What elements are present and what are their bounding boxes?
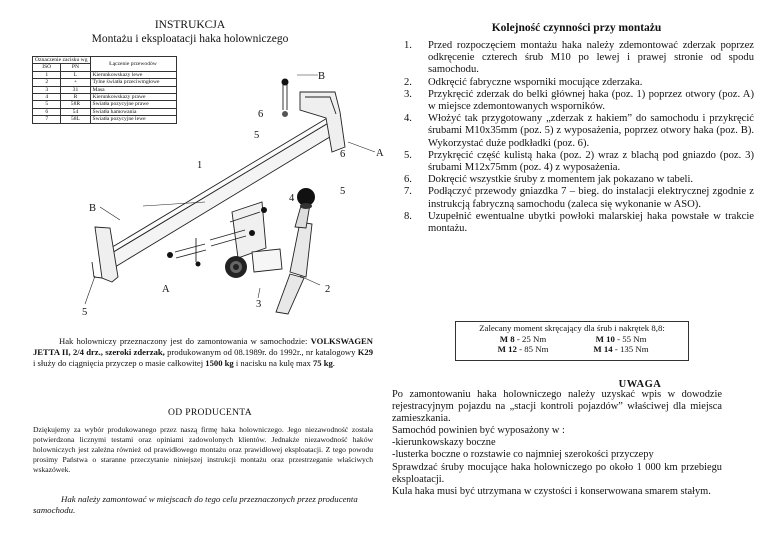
- label-5a: 5: [254, 130, 260, 141]
- pin-table: [32, 56, 177, 124]
- step-number: 8.: [404, 210, 412, 222]
- warning-line: Po zamontowaniu haka holowniczego należy uzyskać wpis w dowodzie rejestracyjnym pojazdu na „stacji kontroli pojazdów” właściwej dla miejsca zamieszkania.: [392, 389, 722, 425]
- label-b-left: B: [89, 203, 97, 214]
- vehicle-text-mid2: i służy do ciągnięcia przyczep o masie całkowitej: [33, 358, 206, 369]
- step-item: [404, 186, 754, 210]
- label-a-right: A: [376, 148, 384, 159]
- vehicle-model: VOLKSWAGEN JETTA II, 2/4 drz., szeroki zderzak,: [33, 336, 373, 358]
- torque-m10: M 10 - 55 Nm: [595, 333, 647, 344]
- title-line-1: INSTRUKCJA: [154, 19, 226, 31]
- pin-iso: 3: [33, 86, 61, 93]
- torque-heading: Zalecany moment skręcający dla śrub i nakrętek 8,8:: [479, 323, 665, 333]
- torque-table: [455, 321, 689, 361]
- label-5c: 5: [82, 307, 88, 318]
- step-text: Przed rozpoczęciem montażu haka należy zdemontować zderzak poprzez odkręcenie czterech śrub M10 po lewej i prawej stronie od spodu samochodu.: [428, 40, 754, 76]
- step-number: 7.: [404, 186, 412, 198]
- pin-iso: 5: [33, 101, 61, 108]
- step-item: [404, 150, 754, 174]
- step-text: Włożyć tak przygotowany „zderzak z hakiem” do samochodu i przykręcić śrubami M10x35mm (poz. 5) z wyposażenia, poprzez otwory haka (poz. B). Wykorzystać duże podkładki (poz. 6).: [428, 113, 754, 149]
- torque-m8: M 8 - 25 Nm: [499, 333, 547, 344]
- torque-m12: M 12 - 85 Nm: [497, 344, 549, 354]
- label-a-left: A: [162, 284, 170, 295]
- producer-text: Dziękujemy za wybór produkowanego przez naszą firmę haka holowniczego. Jego niezawodność została potwierdzona licznymi testami oraz opiniami zadowolonych klientów. Jednakże niezawodność haków holowniczych jest zależna również od prawidłowego montażu oraz prawidłowej eksploatacji. Z tego powodu prosimy Państwa o staranne przeczytanie niniejszej instrukcji montażu oraz przestrzeganie właściwych wskazówek.: [33, 425, 373, 474]
- pin-row: [33, 86, 177, 93]
- pin-desc: Masa: [90, 86, 176, 93]
- pin-desc: Światła hamowania: [90, 108, 176, 115]
- pin-header-oznaczenie: Oznaczenie zacisku wg: [33, 57, 91, 64]
- step-number: 4.: [404, 113, 412, 125]
- pin-iso: 6: [33, 108, 61, 115]
- assembly-title: Kolejność czynności przy montażu: [491, 22, 662, 34]
- label-6b: 6: [340, 149, 346, 160]
- step-item: [404, 89, 754, 113]
- producer-note-text: Hak należy zamontować w miejscach do tego celu przeznaczonych przez producenta samochodu.: [33, 494, 358, 515]
- pin-row: [33, 94, 177, 101]
- step-number: 2.: [404, 76, 412, 88]
- catalog-number: K29: [357, 347, 373, 358]
- torque-m14: M 14 - 135 Nm: [593, 344, 649, 354]
- pin-iso: 2: [33, 79, 61, 86]
- step-text: Podłączyć przewody gniazdka 7 – bieg. do instalacji elektrycznej zgodnie z instrukcją fabryczną samochodu (zaleca się wykonanie w ASO).: [428, 186, 754, 210]
- pin-row: [33, 116, 177, 123]
- step-text: Dokręcić wszystkie śruby z momentem jak pokazano w tabeli.: [428, 174, 694, 186]
- step-item: [404, 211, 754, 235]
- pin-header-iso: ISO: [33, 64, 61, 71]
- pin-desc: Światła pozycyjne lewe: [90, 116, 176, 123]
- label-6a: 6: [258, 109, 264, 120]
- pin-desc: Tylne światła przeciwmgłowe: [90, 79, 176, 86]
- title-line-2: Montażu i eksploatacji haka holowniczego: [91, 33, 289, 45]
- label-b-top: B: [318, 71, 326, 82]
- step-number: 3.: [404, 88, 412, 100]
- pin-header-pn: PN: [61, 64, 90, 71]
- step-text: Uzupełnić ewentualne ubytki powłoki malarskiej haka powstałe w trakcie montażu.: [428, 210, 754, 235]
- vehicle-intro: Hak holowniczy przeznaczony jest do zamontowania w samochodzie:: [59, 336, 311, 346]
- max-mass: 1500 kg: [205, 358, 234, 369]
- label-2: 2: [325, 284, 331, 295]
- producer-title: OD PRODUCENTA: [168, 407, 252, 418]
- pin-pn: L: [61, 71, 90, 78]
- warning-title: UWAGA: [618, 379, 662, 390]
- warning-text: [392, 389, 722, 498]
- producer-note: [33, 494, 373, 516]
- left-bracket: [95, 227, 118, 282]
- step-text: Przykręcić część kulistą haka (poz. 2) wraz z blachą pod gniazdo (poz. 3) śrubami M12x75mm (poz. 4) z wyposażenia.: [428, 149, 754, 174]
- warning-line: Sprawdzać śruby mocujące haka holowniczego po około 1 000 km przebiegu eksploatacji.: [392, 461, 722, 485]
- step-item: [404, 174, 754, 186]
- step-item: [404, 113, 754, 150]
- pin-row: [33, 101, 177, 108]
- label-5b: 5: [340, 186, 346, 197]
- socket-plate: [252, 249, 282, 272]
- center-bracket: [232, 202, 266, 258]
- pin-row: [33, 71, 177, 78]
- step-text: Odkręcić fabryczne wsporniki mocujące zderzaka.: [428, 76, 643, 88]
- pin-iso: 4: [33, 94, 61, 101]
- vehicle-text-end: .: [332, 358, 335, 369]
- pin-desc: Kierunkowskazy prawe: [90, 94, 176, 101]
- step-item: [404, 40, 754, 77]
- pin-pn: 31: [61, 86, 90, 93]
- assembly-steps: [404, 40, 754, 235]
- step-item: [404, 77, 754, 89]
- step-number: 6.: [404, 174, 412, 186]
- max-load: 75 kg: [312, 358, 333, 369]
- vehicle-text-mid3: i nacisku na kulę max: [233, 358, 313, 369]
- pin-pn: 54: [61, 108, 90, 115]
- label-4: 4: [289, 193, 295, 204]
- pin-pn: +: [61, 79, 90, 86]
- pin-row: [33, 79, 177, 86]
- step-number: 1.: [404, 40, 412, 51]
- vehicle-description: [33, 336, 373, 370]
- nut: [282, 79, 289, 86]
- vehicle-text-mid: produkowanym od 08.1989r. do 1992r., nr katalogowy: [164, 347, 358, 358]
- tow-ball-arm: [290, 222, 312, 277]
- step-number: 5.: [404, 149, 412, 161]
- pin-pn: R: [61, 94, 90, 101]
- label-3: 3: [256, 299, 262, 310]
- warning-line: Samochód powinien być wyposażony w :: [392, 425, 565, 437]
- pin-iso: 1: [33, 71, 61, 78]
- warning-line: -kierunkowskazy boczne: [392, 437, 496, 449]
- warning-line: -lusterka boczne o rozstawie co najmniej szerokości przyczepy: [392, 449, 654, 461]
- label-1: 1: [197, 160, 203, 171]
- pin-header-connection: Łączenie przewodów: [90, 57, 176, 72]
- pin-desc: Światła pozycyjne prawe: [90, 101, 176, 108]
- step-text: Przykręcić zderzak do belki głównej haka (poz. 1) poprzez otwory (poz. A) w miejsce zdemontowanych wsporników.: [428, 88, 754, 113]
- instruction-title: [0, 18, 380, 46]
- pin-iso: 7: [33, 116, 61, 123]
- pin-row: [33, 108, 177, 115]
- pin-desc: Kierunkowskazy lewe: [90, 71, 176, 78]
- pin-pn: 58R: [61, 101, 90, 108]
- warning-line: Kula haka musi być utrzymana w czystości i konserwowana smarem stałym.: [392, 485, 711, 497]
- pin-pn: 58L: [61, 116, 90, 123]
